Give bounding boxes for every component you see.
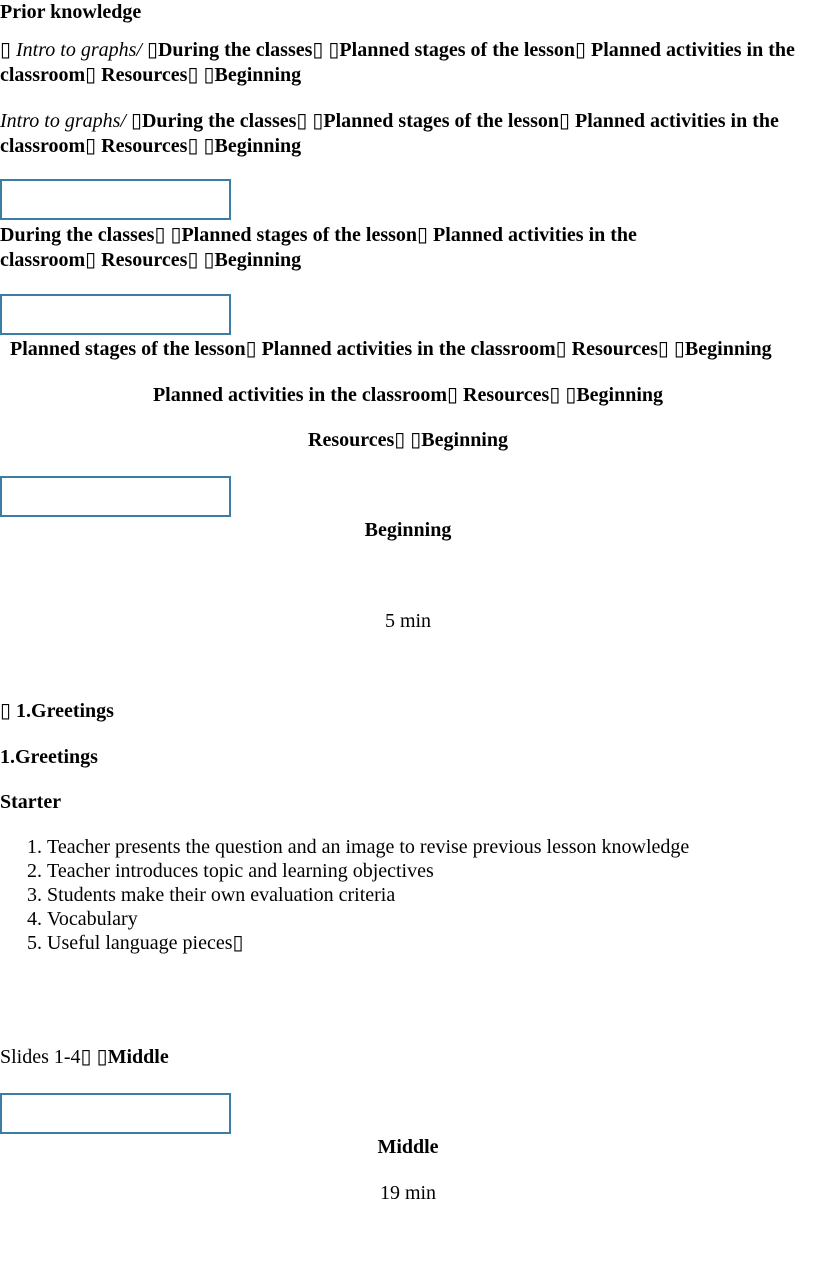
starter-steps-list bbox=[0, 835, 689, 955]
lesson-outline-paragraph-3: During the classes▯ ▯Planned stages of the lesson▯ Planned activities in the classroom▯ Resources▯ ▯Beginning bbox=[0, 224, 637, 271]
middle-duration: 19 min bbox=[379, 1182, 437, 1204]
topic-italic: Intro to graphs/ bbox=[16, 39, 142, 61]
lesson-outline-paragraph-6: Resources▯ ▯Beginning bbox=[308, 429, 508, 451]
lesson-outline-paragraph-5: Planned activities in the classroom▯ Resources▯ ▯Beginning bbox=[152, 384, 664, 406]
empty-text-box[interactable] bbox=[0, 179, 231, 220]
list-item: 3. Students make their own evaluation criteria bbox=[47, 883, 689, 907]
outline-text: During the classes▯ ▯Planned stages of the lesson▯ Planned activities in the classroom▯ Resources▯ ▯Beginning bbox=[0, 39, 795, 86]
greetings-line-1: ▯ 1.Greetings bbox=[0, 700, 114, 722]
beginning-duration: 5 min bbox=[384, 610, 432, 632]
empty-text-box[interactable] bbox=[0, 1093, 231, 1134]
middle-title: Middle bbox=[377, 1136, 439, 1158]
placeholder-glyph: ▯ bbox=[125, 110, 142, 132]
empty-text-box[interactable] bbox=[0, 294, 231, 335]
list-item: 2. Teacher introduces topic and learning objectives bbox=[47, 859, 689, 883]
starter-heading: Starter bbox=[0, 791, 62, 813]
prior-knowledge-heading: Prior knowledge bbox=[0, 1, 142, 23]
lesson-outline-paragraph-1 bbox=[0, 38, 810, 88]
slides-text: Slides 1-4▯ ▯ bbox=[0, 1046, 108, 1068]
lesson-outline-paragraph-4: Planned stages of the lesson▯ Planned activities in the classroom▯ Resources▯ ▯Beginning bbox=[10, 338, 772, 360]
list-item: 1. Teacher presents the question and an image to revise previous lesson knowledge bbox=[47, 835, 689, 859]
lesson-outline-paragraph-2 bbox=[0, 109, 810, 159]
greetings-line-2: 1.Greetings bbox=[0, 746, 98, 768]
slides-line bbox=[0, 1045, 169, 1070]
empty-text-box[interactable] bbox=[0, 476, 231, 517]
placeholder-glyph: ▯ bbox=[141, 39, 158, 61]
topic-italic: Intro to graphs/ bbox=[0, 110, 126, 132]
middle-inline-label: Middle bbox=[107, 1046, 169, 1068]
outline-text: During the classes▯ ▯Planned stages of the lesson▯ Planned activities in the classroom▯ Resources▯ ▯Beginning bbox=[0, 110, 779, 157]
list-item: 5. Useful language pieces▯ bbox=[47, 931, 689, 955]
list-item: 4. Vocabulary bbox=[47, 907, 689, 931]
placeholder-glyph: ▯ bbox=[0, 39, 12, 61]
beginning-title: Beginning bbox=[364, 519, 452, 541]
